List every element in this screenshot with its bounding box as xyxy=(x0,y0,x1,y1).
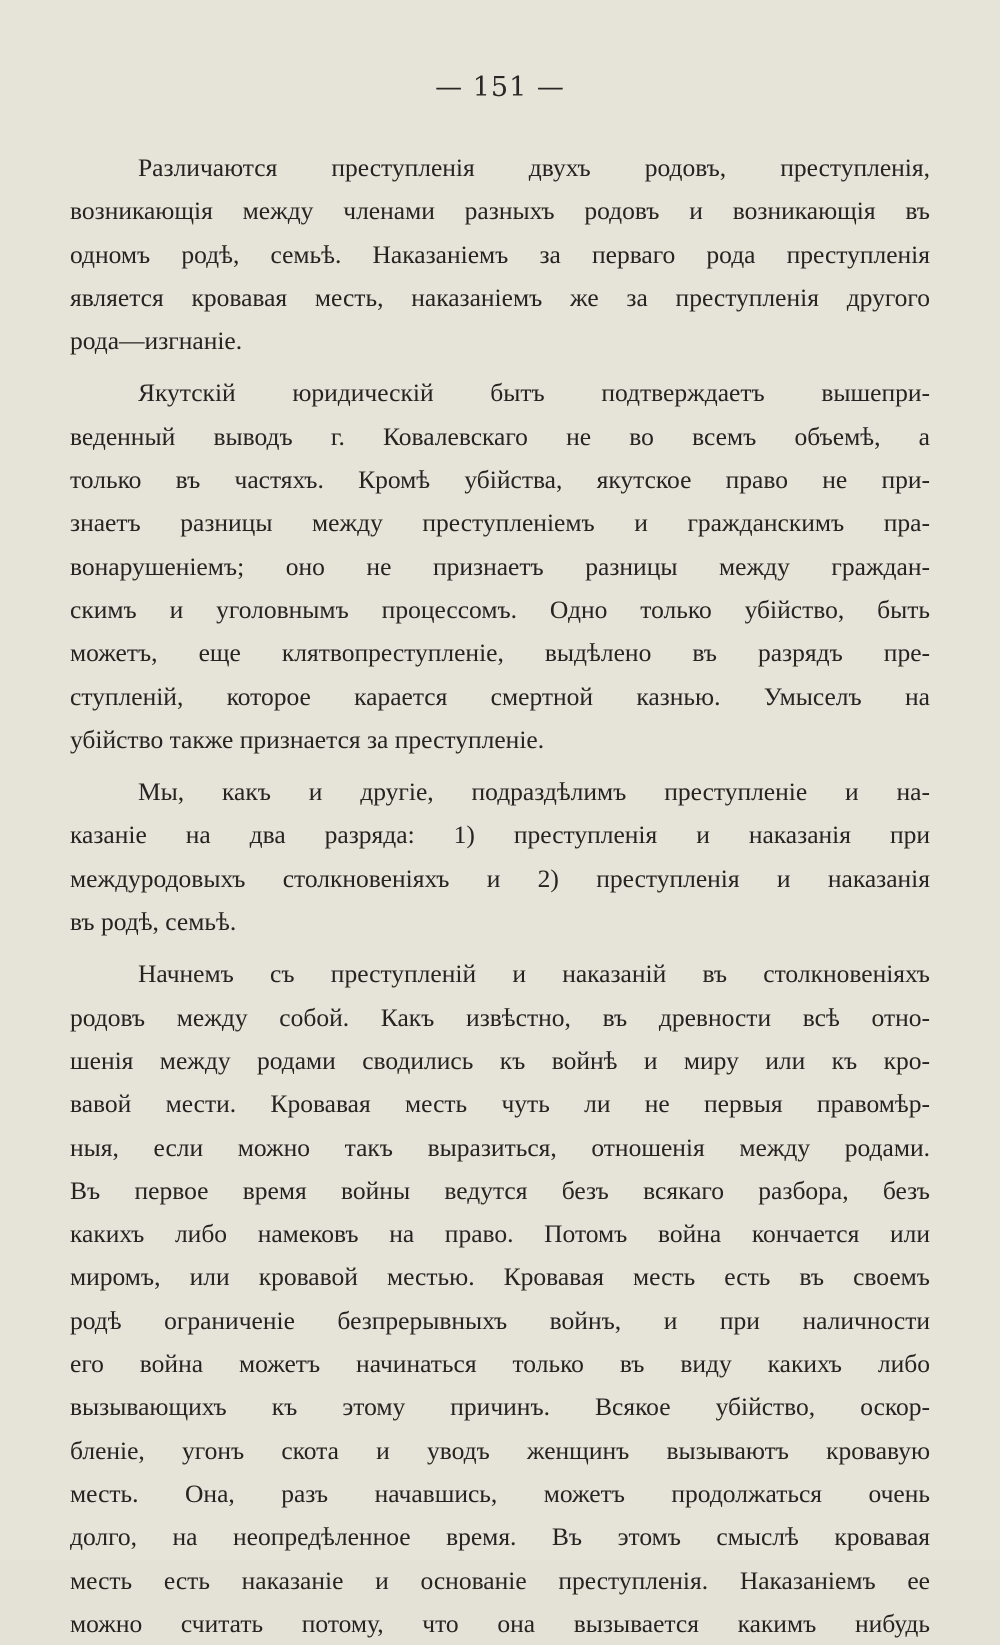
text-line: вавой мести. Кровавая месть чуть ли не первыя правомѣр- xyxy=(70,1089,930,1119)
paragraph xyxy=(70,952,930,1645)
text-line: родѣ ограниченіе безпрерывныхъ войнъ, и при наличности xyxy=(70,1305,930,1335)
text-line: Начнемъ съ преступленій и наказаній въ столкновеніяхъ xyxy=(138,959,930,989)
text-line: междуродовыхъ столкновеніяхъ и 2) преступленія и наказанія xyxy=(70,863,930,893)
text-body xyxy=(70,146,930,1645)
text-line: долго, на неопредѣленное время. Въ этомъ смыслѣ кровавая xyxy=(70,1522,930,1552)
text-line: возникающія между членами разныхъ родовъ и возникающія въ xyxy=(70,196,930,226)
text-line: какихъ либо намековъ на право. Потомъ война кончается или xyxy=(70,1219,930,1249)
text-line: вонарушеніемъ; оно не признаетъ разницы между граждан- xyxy=(70,551,930,581)
text-line: является кровавая месть, наказаніемъ же за преступленія другого xyxy=(70,282,930,312)
text-line: ступленій, которое карается смертной казнью. Умыселъ на xyxy=(70,681,930,711)
text-line: веденный выводъ г. Ковалевскаго не во всемъ объемѣ, а xyxy=(70,421,930,451)
text-line: только въ частяхъ. Кромѣ убійства, якутское право не при- xyxy=(70,465,930,495)
text-line: месть есть наказаніе и основаніе преступленія. Наказаніемъ ее xyxy=(70,1565,930,1595)
text-line: можно считать потому, что она вызывается какимъ нибудь xyxy=(70,1608,930,1638)
text-line: Мы, какъ и другіе, подраздѣлимъ преступленіе и на- xyxy=(138,777,930,807)
text-line: скимъ и уголовнымъ процессомъ. Одно только убійство, быть xyxy=(70,594,930,624)
text-line: можетъ, еще клятвопреступленіе, выдѣлено въ разрядъ пре- xyxy=(70,638,930,668)
text-line: одномъ родѣ, семьѣ. Наказаніемъ за перваго рода преступленія xyxy=(70,239,930,269)
paragraph xyxy=(70,146,930,362)
text-line: Якутскій юридическій бытъ подтверждаетъ вышепри- xyxy=(138,378,930,408)
text-line: родовъ между собой. Какъ извѣстно, въ древности всѣ отно- xyxy=(70,1002,930,1032)
text-line: въ родѣ, семьѣ. xyxy=(70,907,237,937)
page-number: — 151 — xyxy=(435,72,565,103)
text-line: Въ первое время войны ведутся безъ всякаго разбора, безъ xyxy=(70,1175,930,1205)
paragraph xyxy=(70,770,930,943)
text-line: убійство также признается за преступленіе. xyxy=(70,724,545,754)
text-line: шенія между родами сводились къ войнѣ и миру или къ кро- xyxy=(70,1045,930,1075)
text-line: вызывающихъ къ этому причинъ. Всякое убійство, оскор- xyxy=(70,1392,930,1422)
text-line: казаніе на два разряда: 1) преступленія и наказанія при xyxy=(70,820,930,850)
text-line: Различаются преступленія двухъ родовъ, преступленія, xyxy=(138,153,930,182)
text-line: ныя, если можно такъ выразиться, отношенія между родами. xyxy=(70,1132,930,1162)
text-line: его война можетъ начинаться только въ виду какихъ либо xyxy=(70,1349,930,1379)
paragraph xyxy=(70,371,930,761)
text-line: бленіе, угонъ скота и уводъ женщинъ вызываютъ кровавую xyxy=(70,1435,930,1465)
text-line: миромъ, или кровавой местью. Кровавая месть есть въ своемъ xyxy=(70,1262,930,1292)
text-line: месть. Она, разъ начавшись, можетъ продолжаться очень xyxy=(70,1478,930,1508)
text-line: знаетъ разницы между преступленіемъ и гражданскимъ пра- xyxy=(70,508,930,538)
text-line: рода—изгнаніе. xyxy=(70,326,243,356)
